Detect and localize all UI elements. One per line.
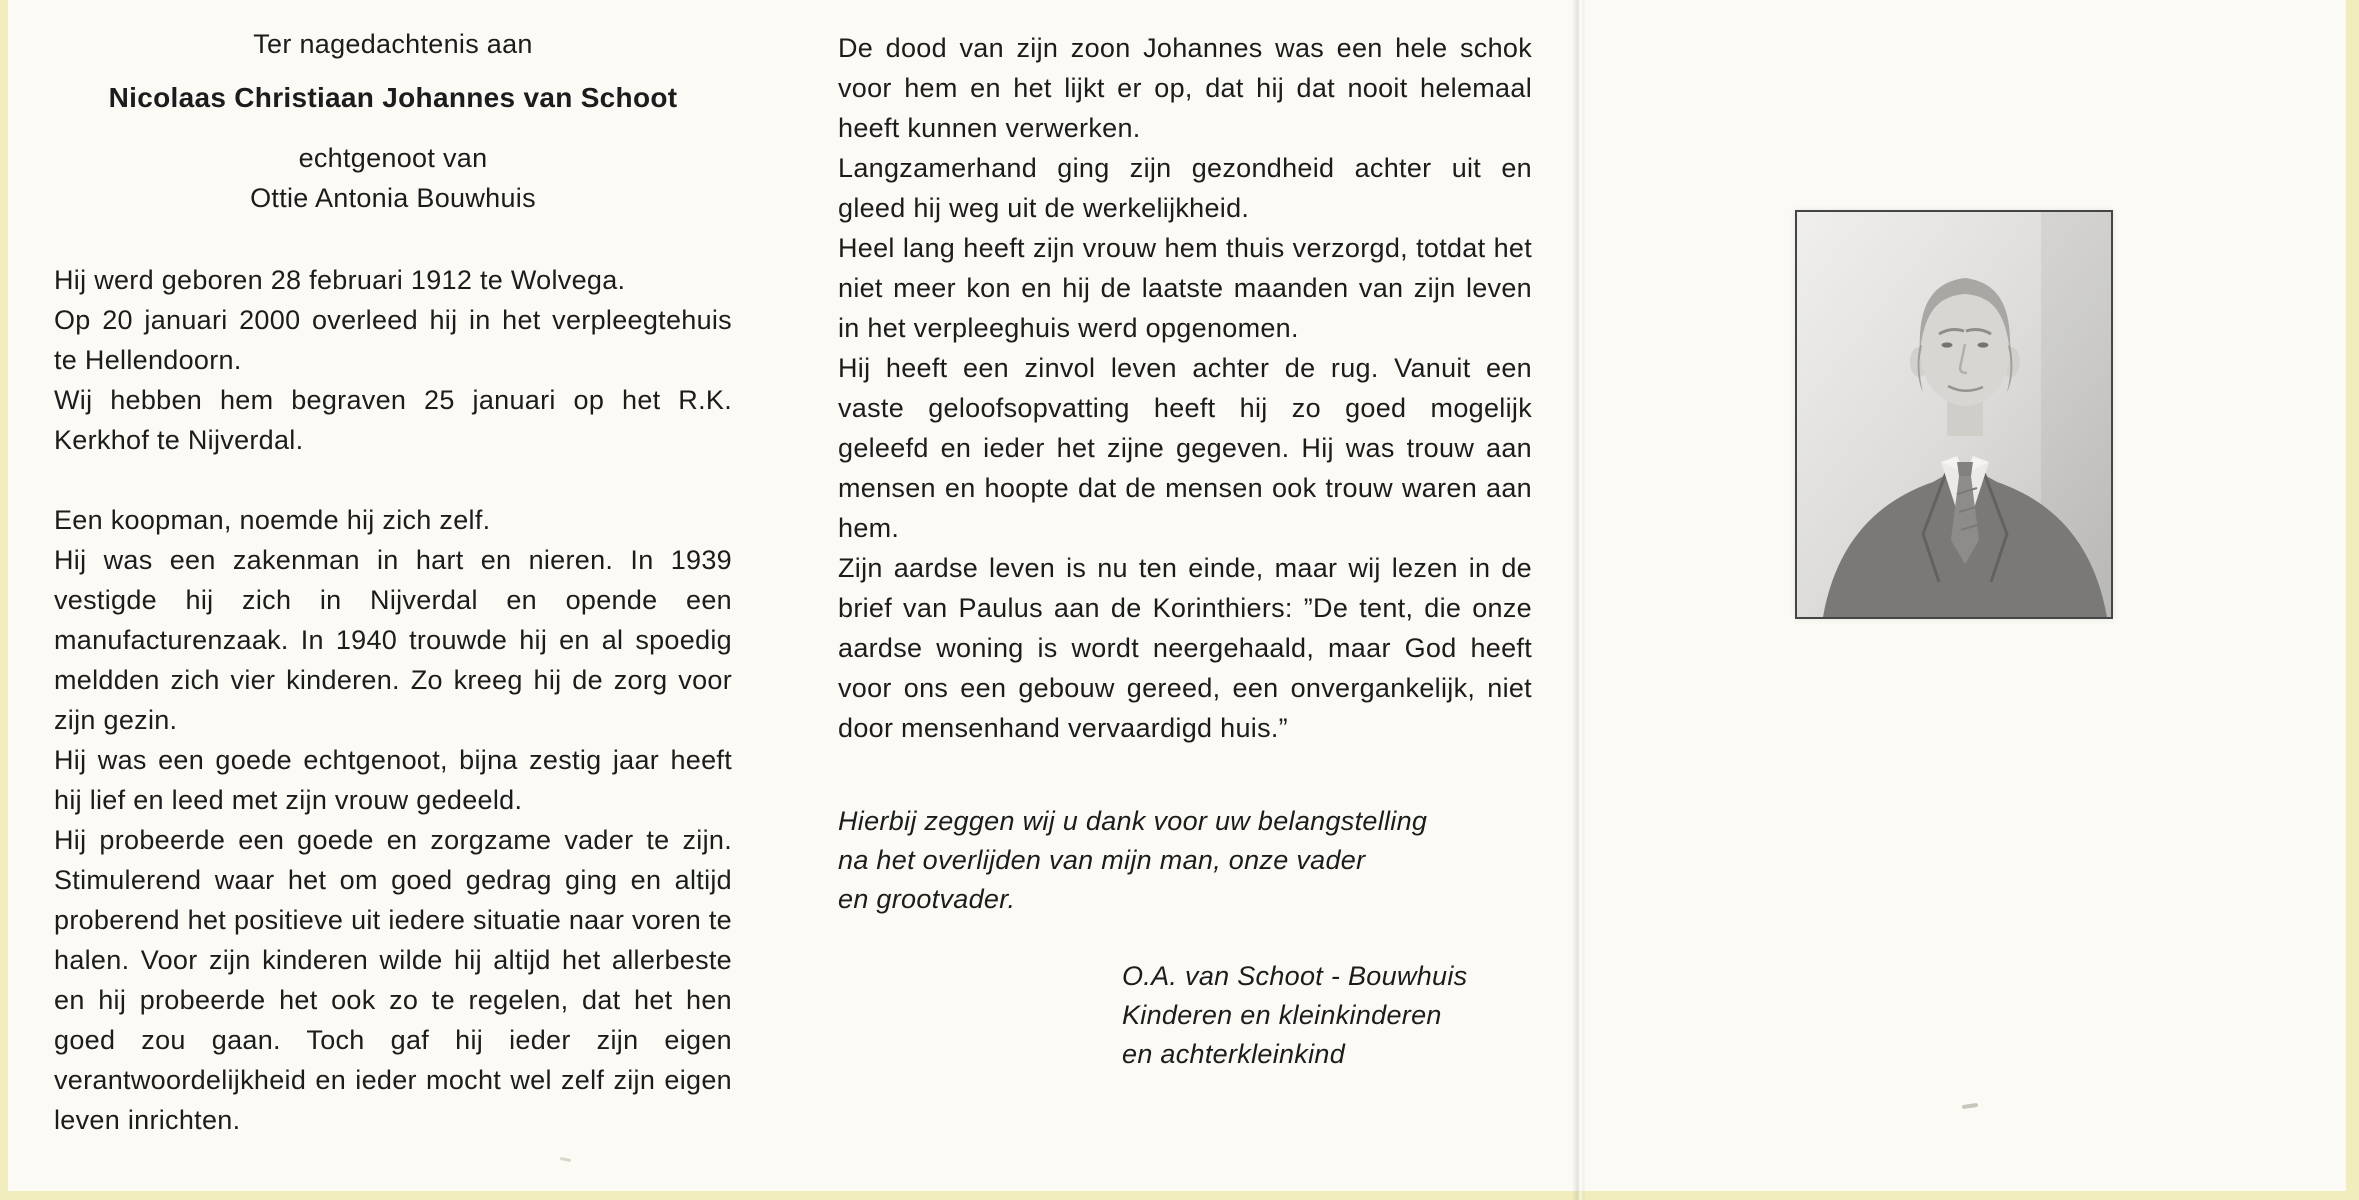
paragraph-zoon: De dood van zijn zoon Johannes was een hele schok voor hem en het lijkt er op, dat hij dat nooit helemaal heeft kunnen verwerken.: [838, 33, 1532, 143]
paragraph-died: Op 20 januari 2000 overleed hij in het verpleegtehuis te Hellendoorn.: [54, 305, 732, 375]
paragraph-korinthiers: Zijn aardse leven is nu ten einde, maar wij lezen in de brief van Paulus aan de Korinthiers: ”De tent, die onze aardse woning is wordt neergehaald, maar God heeft voor ons een gebouw gereed, een onvergankelijk, niet door mensenhand vervaardigd huis.”: [838, 553, 1532, 743]
scan-speck: [1962, 1103, 1978, 1109]
deceased-name: Nicolaas Christiaan Johannes van Schoot: [108, 82, 678, 113]
dedication-line: Ter nagedachtenis aan: [253, 29, 533, 59]
signature-grandchildren: en achterkleinkind: [1122, 1039, 1346, 1069]
middle-text-column: [838, 28, 1532, 1074]
signature-children: Kinderen en kleinkinderen: [1122, 1000, 1442, 1030]
acknowledgement-line: Hierbij zeggen wij u dank voor uw belangstelling: [838, 806, 1428, 836]
paragraph-zakenman: Hij was een zakenman in hart en nieren. In 1939 vestigde hij zich in Nijverdal en opende een manufacturenzaak. In 1940 trouwde hij en al spoedig meldden zich vier kinderen. Zo kreeg hij de zorg voor zijn gezin.: [54, 545, 732, 735]
spouse-name: Ottie Antonia Bouwhuis: [250, 183, 536, 213]
signature-widow: O.A. van Schoot - Bouwhuis: [1122, 961, 1468, 991]
acknowledgement-block: [838, 802, 1532, 919]
relation-line: echtgenoot van: [298, 143, 488, 173]
paragraph-koopman: Een koopman, noemde hij zich zelf.: [54, 505, 491, 535]
signature-block: [838, 957, 1532, 1074]
paragraph-zinvol: Hij heeft een zinvol leven achter de rug. Vanuit een vaste geloofsopvatting heeft hij zo goed mogelijk geleefd en ieder het zijne gegeven. Hij was trouw aan mensen en hoopte dat de mensen ook trouw waren aan hem.: [838, 353, 1532, 543]
portrait-photo-illustration: [1797, 212, 2111, 617]
paragraph-born: Hij werd geboren 28 februari 1912 te Wolvega.: [54, 265, 626, 295]
paragraph-verzorgd: Heel lang heeft zijn vrouw hem thuis verzorgd, totdat het niet meer kon en hij de laatste maanden van zijn leven in het verpleeghuis werd opgenomen.: [838, 233, 1532, 343]
card-fold-line: [1572, 0, 1586, 1200]
acknowledgement-line: na het overlijden van mijn man, onze vader: [838, 845, 1366, 875]
paragraph-gezondheid: Langzamerhand ging zijn gezondheid achter uit en gleed hij weg uit de werkelijkheid.: [838, 153, 1532, 223]
scan-edge-right: [2346, 0, 2359, 1200]
memorial-header: [54, 24, 732, 218]
scan-edge-bottom: [0, 1191, 2359, 1200]
left-text-column: [54, 24, 732, 1140]
scan-speck: [560, 1157, 571, 1162]
portrait-photo: [1795, 210, 2113, 619]
acknowledgement-line: en grootvader.: [838, 884, 1016, 914]
paragraph-buried: Wij hebben hem begraven 25 januari op het R.K. Kerkhof te Nijverdal.: [54, 385, 732, 455]
paragraph-vader: Hij probeerde een goede en zorgzame vader te zijn. Stimulerend waar het om goed gedrag ging en altijd proberend het positieve uit iedere situatie naar voren te halen. Voor zijn kinderen wilde hij altijd het allerbeste en hij probeerde het ook zo te regelen, dat het hen goed zou gaan. Toch gaf hij ieder zijn eigen verantwoordelijkheid en ieder mocht wel zelf zijn eigen leven inrichten.: [54, 825, 732, 1135]
paragraph-echtgenoot: Hij was een goede echtgenoot, bijna zestig jaar heeft hij lief en leed met zijn vrouw gedeeld.: [54, 745, 732, 815]
scan-edge-left: [0, 0, 8, 1200]
